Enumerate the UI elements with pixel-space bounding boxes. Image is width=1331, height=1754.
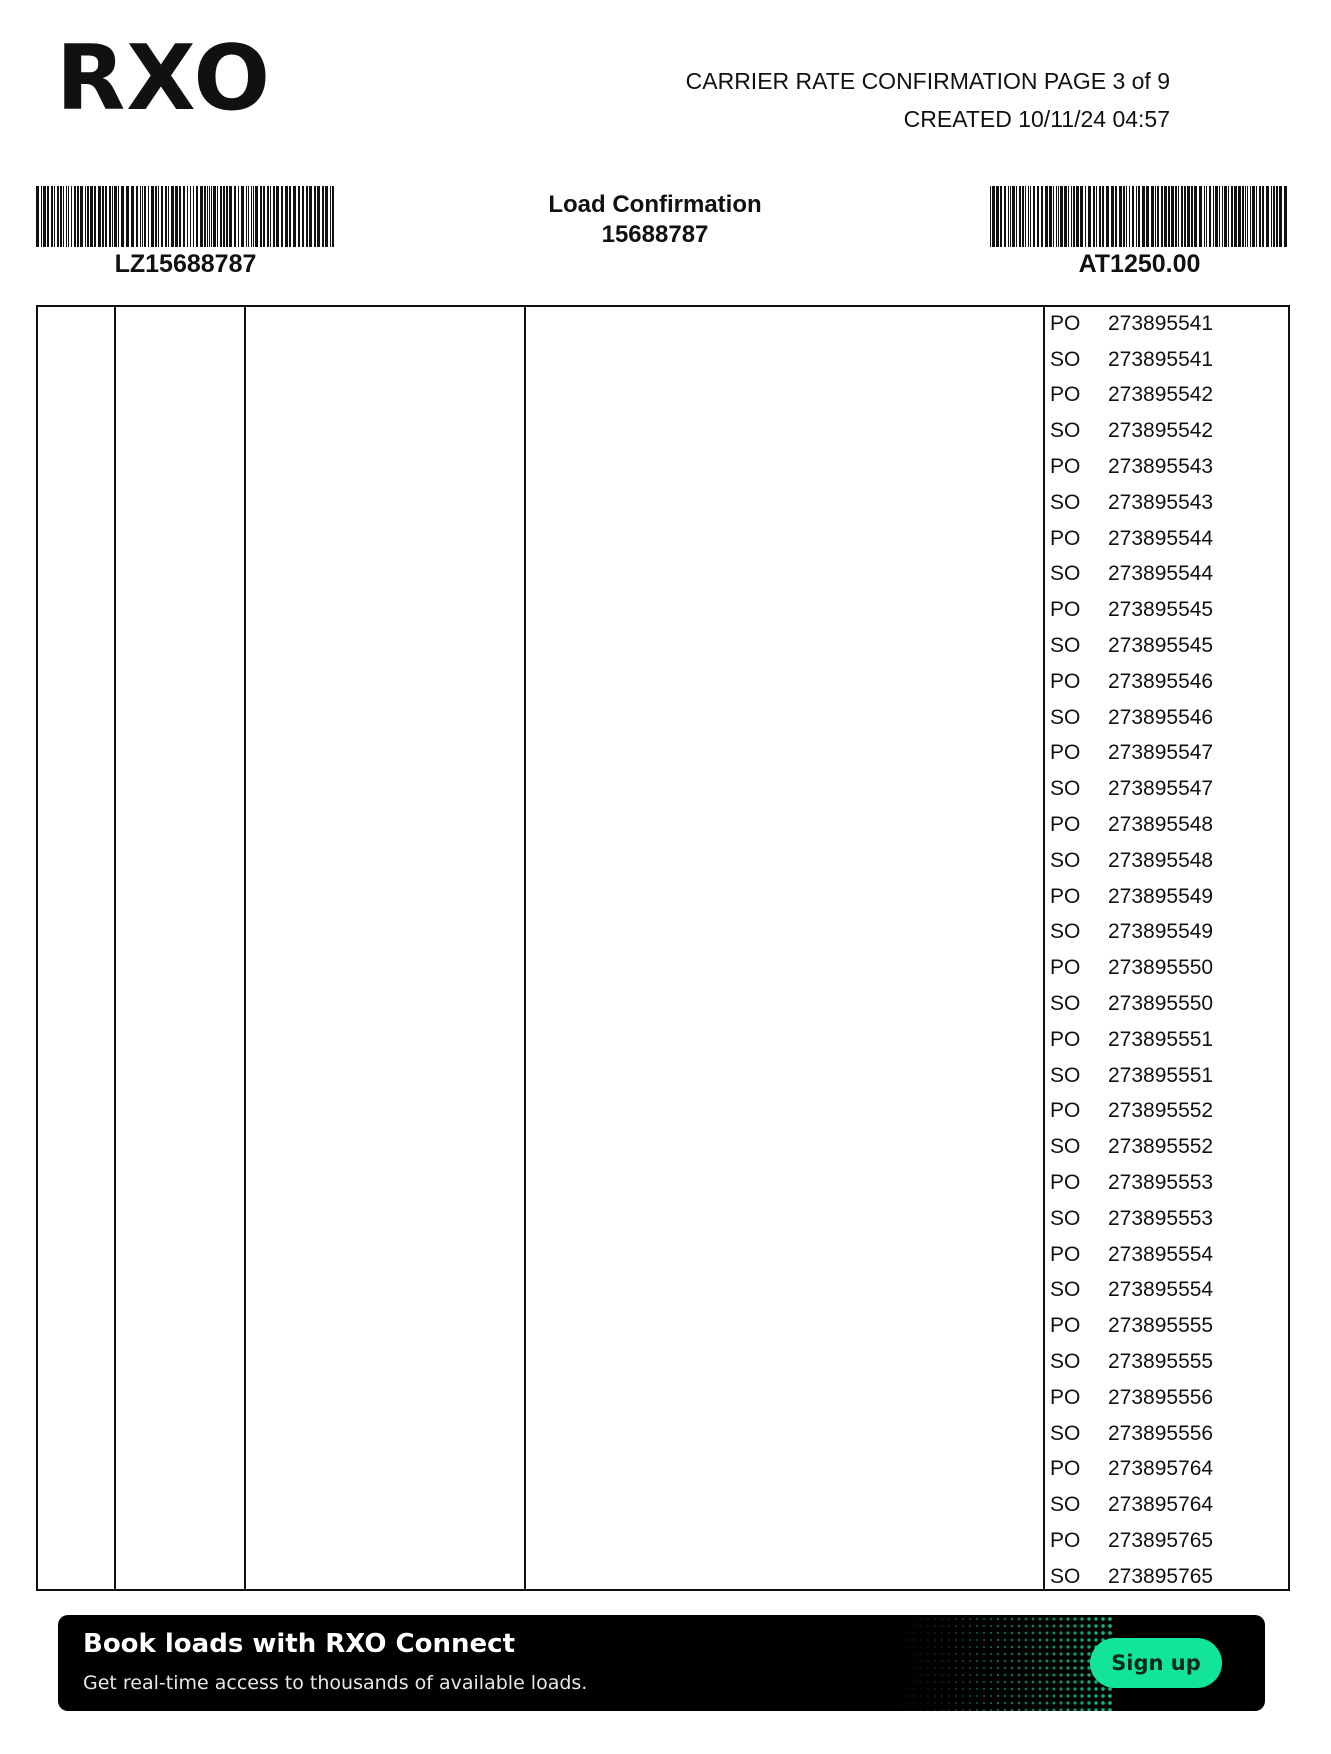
reference-list — [1050, 306, 1280, 1595]
rxo-connect-banner — [58, 1615, 1265, 1711]
reference-number: 273895548 — [1108, 848, 1214, 872]
reference-row — [1050, 1165, 1280, 1201]
reference-number: 273895550 — [1108, 992, 1214, 1016]
reference-type: PO — [1050, 383, 1081, 407]
reference-number: 273895545 — [1108, 598, 1214, 622]
reference-type: PO — [1050, 884, 1081, 908]
reference-type: PO — [1050, 669, 1081, 693]
column-divider — [524, 307, 526, 1589]
reference-type: SO — [1050, 1421, 1081, 1445]
banner-title: Book loads with RXO Connect — [83, 1629, 515, 1659]
reference-row — [1050, 628, 1280, 664]
reference-row — [1050, 306, 1280, 342]
reference-type: PO — [1050, 956, 1081, 980]
reference-type: SO — [1050, 490, 1081, 514]
reference-row — [1050, 1487, 1280, 1523]
reference-type: SO — [1050, 1063, 1081, 1087]
reference-row — [1050, 1201, 1280, 1237]
reference-type: PO — [1050, 1457, 1081, 1481]
reference-type: PO — [1050, 1314, 1081, 1338]
reference-row — [1050, 1380, 1280, 1416]
reference-number: 273895554 — [1108, 1278, 1214, 1302]
reference-type: SO — [1050, 1493, 1081, 1517]
reference-number: 273895765 — [1108, 1528, 1214, 1552]
reference-number: 273895764 — [1108, 1493, 1214, 1517]
reference-row — [1050, 592, 1280, 628]
reference-number: 273895543 — [1108, 490, 1214, 514]
page-indicator: CARRIER RATE CONFIRMATION PAGE 3 of 9 — [685, 68, 1170, 94]
reference-row — [1050, 342, 1280, 378]
reference-row — [1050, 843, 1280, 879]
reference-number: 273895549 — [1108, 884, 1214, 908]
reference-number: 273895547 — [1108, 741, 1214, 765]
reference-row — [1050, 1344, 1280, 1380]
reference-number: 273895552 — [1108, 1135, 1214, 1159]
reference-number: 273895765 — [1108, 1564, 1214, 1588]
reference-number: 273895554 — [1108, 1242, 1214, 1266]
reference-row — [1050, 1523, 1280, 1559]
reference-number: 273895545 — [1108, 634, 1214, 658]
reference-number: 273895546 — [1108, 705, 1214, 729]
reference-row — [1050, 413, 1280, 449]
reference-row — [1050, 736, 1280, 772]
reference-row — [1050, 950, 1280, 986]
page-title — [455, 190, 855, 250]
amount-barcode — [990, 186, 1289, 247]
column-divider — [114, 307, 116, 1589]
rxo-logo: RXO — [56, 26, 271, 131]
load-number: 15688787 — [601, 221, 709, 248]
reference-number: 273895544 — [1108, 562, 1214, 586]
banner-subtitle: Get real-time access to thousands of available loads. — [83, 1672, 588, 1694]
reference-row — [1050, 807, 1280, 843]
dot-pattern-decoration — [893, 1615, 1113, 1711]
reference-number: 273895764 — [1108, 1457, 1214, 1481]
title-line: Load Confirmation — [548, 191, 762, 218]
reference-type: PO — [1050, 813, 1081, 837]
reference-row — [1050, 1237, 1280, 1273]
reference-type: PO — [1050, 1385, 1081, 1409]
reference-number: 273895544 — [1108, 526, 1214, 550]
reference-number: 273895553 — [1108, 1171, 1214, 1195]
reference-row — [1050, 485, 1280, 521]
reference-row — [1050, 1559, 1280, 1595]
reference-row — [1050, 1058, 1280, 1094]
sign-up-button[interactable]: Sign up — [1090, 1638, 1222, 1688]
reference-type: PO — [1050, 1242, 1081, 1266]
reference-type: PO — [1050, 598, 1081, 622]
column-divider — [1043, 307, 1045, 1589]
reference-type: SO — [1050, 347, 1081, 371]
reference-row — [1050, 1022, 1280, 1058]
reference-row — [1050, 879, 1280, 915]
reference-row — [1050, 1273, 1280, 1309]
reference-type: PO — [1050, 1099, 1081, 1123]
reference-type: PO — [1050, 741, 1081, 765]
reference-number: 273895542 — [1108, 383, 1214, 407]
reference-row — [1050, 986, 1280, 1022]
reference-type: PO — [1050, 311, 1081, 335]
reference-type: SO — [1050, 1564, 1081, 1588]
reference-number: 273895556 — [1108, 1421, 1214, 1445]
reference-number: 273895546 — [1108, 669, 1214, 693]
reference-row — [1050, 1129, 1280, 1165]
reference-number: 273895547 — [1108, 777, 1214, 801]
reference-type: SO — [1050, 562, 1081, 586]
reference-number: 273895541 — [1108, 311, 1214, 335]
reference-number: 273895550 — [1108, 956, 1214, 980]
reference-type: SO — [1050, 419, 1081, 443]
reference-type: PO — [1050, 1171, 1081, 1195]
reference-type: PO — [1050, 1027, 1081, 1051]
reference-type: SO — [1050, 992, 1081, 1016]
reference-number: 273895551 — [1108, 1063, 1214, 1087]
reference-number: 273895552 — [1108, 1099, 1214, 1123]
reference-type: PO — [1050, 1528, 1081, 1552]
reference-number: 273895553 — [1108, 1206, 1214, 1230]
reference-row — [1050, 1452, 1280, 1488]
document-header-info — [686, 62, 1170, 138]
reference-type: SO — [1050, 1350, 1081, 1373]
reference-row — [1050, 664, 1280, 700]
load-barcode-label: LZ15688787 — [114, 250, 257, 278]
reference-type: SO — [1050, 920, 1081, 944]
reference-type: PO — [1050, 526, 1081, 550]
reference-number: 273895543 — [1108, 455, 1214, 479]
reference-number: 273895551 — [1108, 1027, 1214, 1051]
reference-number: 273895549 — [1108, 920, 1214, 944]
reference-row — [1050, 771, 1280, 807]
reference-number: 273895542 — [1108, 419, 1214, 443]
amount-barcode-label: AT1250.00 — [1078, 250, 1201, 278]
reference-type: SO — [1050, 634, 1081, 658]
load-barcode — [36, 186, 335, 247]
reference-row — [1050, 700, 1280, 736]
reference-number: 273895548 — [1108, 813, 1214, 837]
reference-row — [1050, 1308, 1280, 1344]
reference-row — [1050, 1416, 1280, 1452]
reference-number: 273895555 — [1108, 1314, 1214, 1338]
reference-row — [1050, 1094, 1280, 1130]
reference-row — [1050, 521, 1280, 557]
reference-type: SO — [1050, 1135, 1081, 1159]
reference-type: SO — [1050, 1278, 1081, 1302]
reference-type: SO — [1050, 1206, 1081, 1230]
reference-number: 273895555 — [1108, 1350, 1214, 1373]
reference-type: SO — [1050, 705, 1081, 729]
column-divider — [244, 307, 246, 1589]
reference-row — [1050, 557, 1280, 593]
reference-row — [1050, 915, 1280, 951]
created-timestamp: CREATED 10/11/24 04:57 — [903, 106, 1170, 132]
reference-type: SO — [1050, 848, 1081, 872]
reference-number: 273895541 — [1108, 347, 1214, 371]
reference-type: SO — [1050, 777, 1081, 801]
reference-number: 273895556 — [1108, 1385, 1214, 1409]
reference-row — [1050, 449, 1280, 485]
reference-row — [1050, 378, 1280, 414]
reference-type: PO — [1050, 455, 1081, 479]
